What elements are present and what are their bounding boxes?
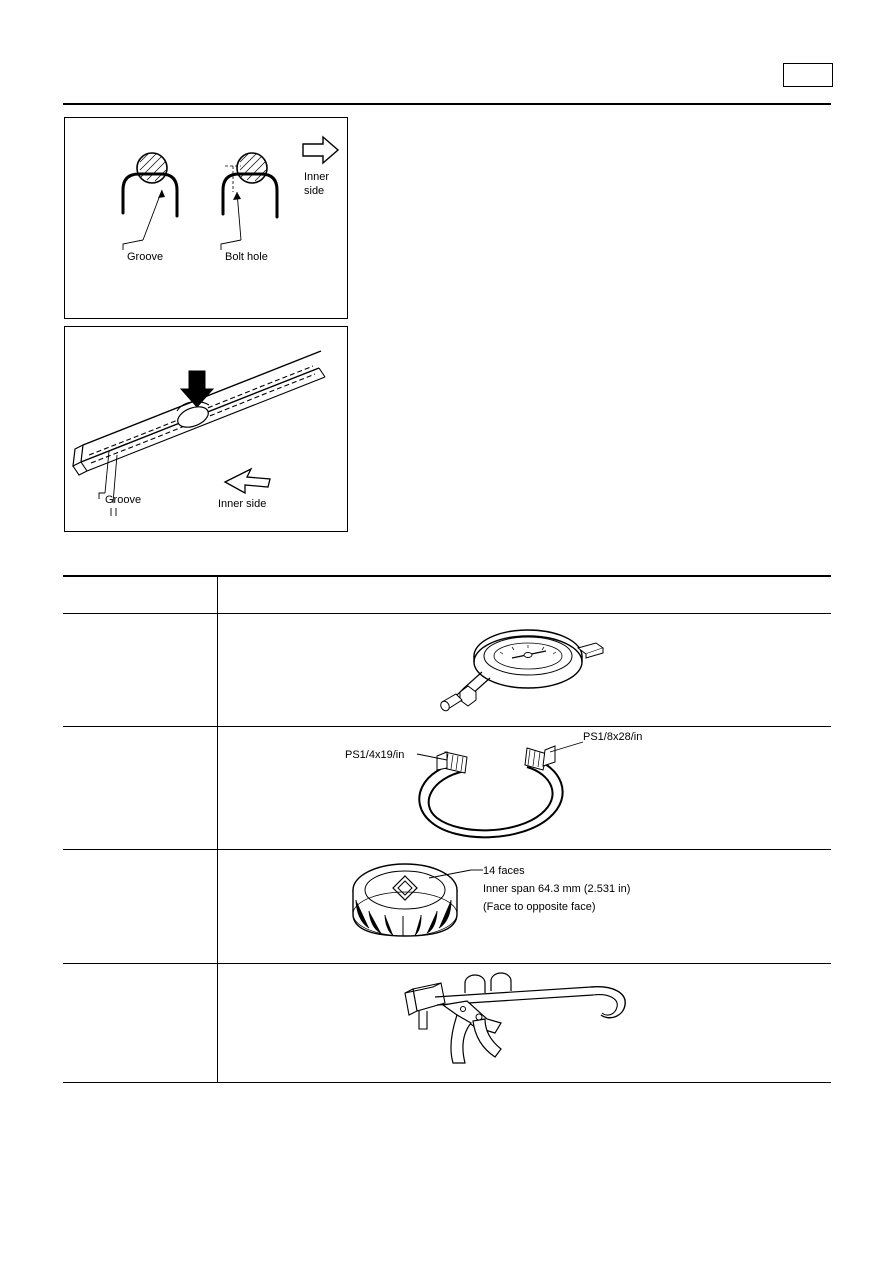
tool-illustration-cell <box>218 964 831 1082</box>
table-row <box>63 614 831 726</box>
inner-side-arrow-icon <box>303 137 338 163</box>
inner-side-arrow-icon <box>225 469 270 493</box>
press-down-arrow-icon <box>181 371 213 407</box>
table-row <box>63 964 831 1082</box>
table-row <box>63 850 831 963</box>
header-divider <box>63 103 831 105</box>
tool-name-cell <box>63 614 218 726</box>
tool-illustration-cell <box>218 850 831 963</box>
sealant-gun-art <box>218 964 831 1082</box>
oil-filter-wrench-art <box>218 850 831 963</box>
table-bottom-border <box>63 1082 831 1083</box>
hose-callout-left: PS1/4x19/in <box>344 749 404 761</box>
tool-name-cell <box>63 850 218 963</box>
tool-name-cell <box>63 727 218 849</box>
wrench-callout-span: Inner span 64.3 mm (2.531 in) <box>482 882 630 895</box>
wrench-callout-faces: 14 faces <box>482 864 525 877</box>
figure1-inner-side-label-line1: Inner <box>304 171 330 183</box>
wrench-callout-face-to-face: (Face to opposite face) <box>482 900 596 913</box>
figure-weatherstrip-section <box>64 117 348 319</box>
table-header-cell-tool-name <box>63 577 218 613</box>
figure2-groove-label: Groove <box>105 494 142 506</box>
hose-callout-right: PS1/8x28/in <box>582 731 642 743</box>
figure1-groove-label: Groove <box>127 251 164 263</box>
table-header-cell-description <box>218 577 831 613</box>
table-row <box>63 727 831 849</box>
special-service-tools-table <box>63 575 831 1083</box>
figure1-bolt-hole-label: Bolt hole <box>225 251 268 263</box>
figure2-inner-side-label: Inner side <box>218 498 267 510</box>
tool-name-cell <box>63 964 218 1082</box>
table-header-row <box>63 577 831 613</box>
page-header-tab <box>783 63 833 87</box>
tool-illustration-cell <box>218 614 831 726</box>
figure-weatherstrip-perspective <box>64 326 348 532</box>
fuel-pressure-gauge-art <box>218 614 831 726</box>
fuel-pressure-hose-art <box>218 727 831 849</box>
figure1-inner-side-label-line2: side <box>304 185 325 197</box>
tool-illustration-cell <box>218 727 831 849</box>
